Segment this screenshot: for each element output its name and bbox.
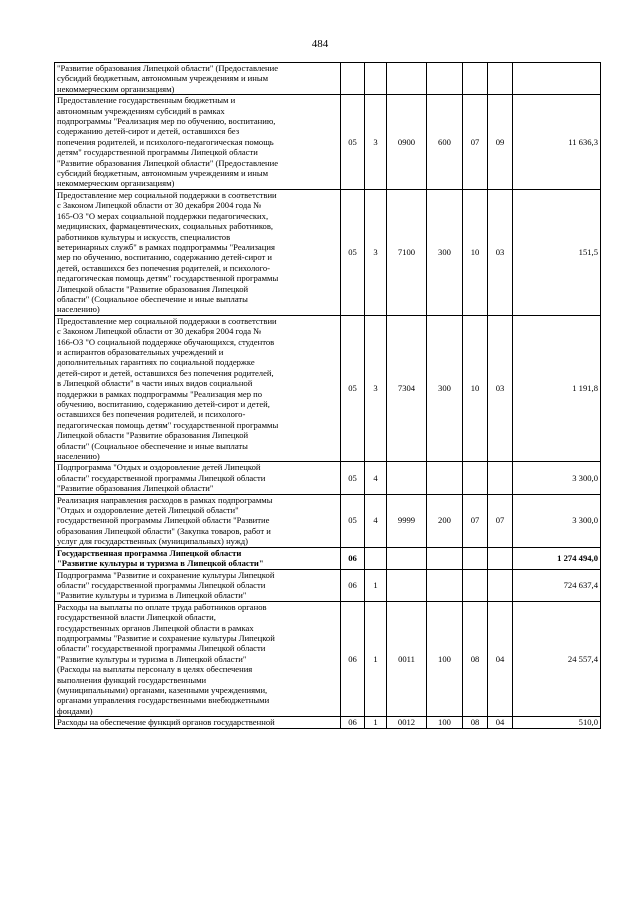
row-description: Предоставление государственным бюджетным и автономным учреждениям субсидий в рамках подпрограммы "Реализация мер по обучению, воспитанию, содержанию детей-сирот и детей, оставшихся без попечения родителей, и психолого-педагогическая помощь детям" государственной программы Липецкой области "Развитие образования Липецкой области" (Предоставление субсидий бюджетным, автономным учреждениям и иным некоммерческим организациям)	[55, 95, 341, 190]
table-row	[55, 315, 601, 462]
amount-cell: 724 637,4	[513, 569, 601, 601]
section-cell	[463, 569, 488, 601]
direction-code-cell: 0900	[387, 95, 427, 190]
table-row	[55, 494, 601, 547]
subprogram-code-cell: 1	[365, 569, 387, 601]
row-description: Расходы на обеспечение функций органов государственной	[55, 717, 341, 728]
amount-cell: 510,0	[513, 717, 601, 728]
subsection-cell	[488, 462, 513, 494]
program-code-cell: 06	[341, 547, 365, 569]
section-cell: 10	[463, 315, 488, 462]
table-row	[55, 189, 601, 315]
table-row	[55, 462, 601, 494]
expense-type-cell	[427, 63, 463, 95]
subprogram-code-cell: 4	[365, 494, 387, 547]
amount-cell: 3 300,0	[513, 494, 601, 547]
table-row	[55, 601, 601, 716]
direction-code-cell	[387, 547, 427, 569]
program-code-cell: 05	[341, 494, 365, 547]
expense-type-cell: 300	[427, 315, 463, 462]
row-description: Государственная программа Липецкой области "Развитие культуры и туризма в Липецкой области"	[55, 547, 341, 569]
subprogram-code-cell: 4	[365, 462, 387, 494]
table-row	[55, 569, 601, 601]
table-row	[55, 95, 601, 190]
section-cell	[463, 462, 488, 494]
section-cell	[463, 547, 488, 569]
expense-type-cell: 100	[427, 717, 463, 728]
row-description: Предоставление мер социальной поддержки в соответствии с Законом Липецкой области от 30 декабря 2004 года № 165-ОЗ "О мерах социальной поддержки педагогических, медицинских, фармацевтических, социальных работников, работников культуры и искусств, специалистов ветеринарных служб" в рамках подпрограммы "Реализация мер по обучению, воспитанию, содержанию детей-сирот и детей, оставшихся без попечения родителей, и психолого- педагогическая помощь детям" государственной программы Липецкой области "Развитие образования Липецкой области" (Социальное обеспечение и иные выплаты населению)	[55, 189, 341, 315]
direction-code-cell: 7304	[387, 315, 427, 462]
subprogram-code-cell	[365, 547, 387, 569]
subsection-cell	[488, 569, 513, 601]
row-description: Расходы на выплаты по оплате труда работников органов государственной власти Липецкой области, государственных органов Липецкой области в рамках подпрограммы "Развитие и сохранение культуры Липецкой области" государственной программы Липецкой области "Развитие культуры и туризма в Липецкой области" (Расходы на выплаты персоналу в целях обеспечения выполнения функций государственными (муниципальными) органами, казенными учреждениями, органами управления государственными внебюджетными фондами)	[55, 601, 341, 716]
subprogram-code-cell	[365, 63, 387, 95]
program-code-cell: 05	[341, 189, 365, 315]
amount-cell: 24 557,4	[513, 601, 601, 716]
subsection-cell: 03	[488, 189, 513, 315]
table-row	[55, 63, 601, 95]
subprogram-code-cell: 3	[365, 315, 387, 462]
subsection-cell: 04	[488, 717, 513, 728]
direction-code-cell	[387, 63, 427, 95]
program-code-cell	[341, 63, 365, 95]
amount-cell	[513, 63, 601, 95]
direction-code-cell: 0011	[387, 601, 427, 716]
direction-code-cell: 0012	[387, 717, 427, 728]
row-description: Предоставление мер социальной поддержки в соответствии с Законом Липецкой области от 30 декабря 2004 года № 166-ОЗ "О социальной поддержке обучающихся, студентов и аспирантов образовательных учреждений и дополнительных гарантиях по социальной поддержке детей-сирот и детей, оставшихся без попечения родителей, в Липецкой области" в части иных видов социальной поддержки в рамках подпрограммы "Реализация мер по обучению, воспитанию, содержанию детей-сирот и детей, оставшихся без попечения родителей, и психолого- педагогическая помощь детям" государственной программы Липецкой области "Развитие образования Липецкой области" (Социальное обеспечение и иные выплаты населению)	[55, 315, 341, 462]
amount-cell: 1 274 494,0	[513, 547, 601, 569]
direction-code-cell: 9999	[387, 494, 427, 547]
expense-type-cell: 100	[427, 601, 463, 716]
direction-code-cell	[387, 462, 427, 494]
subprogram-code-cell: 3	[365, 95, 387, 190]
program-code-cell: 06	[341, 717, 365, 728]
row-description: Подпрограмма "Развитие и сохранение культуры Липецкой области" государственной программы Липецкой области "Развитие культуры и туризма в Липецкой области"	[55, 569, 341, 601]
row-description: "Развитие образования Липецкой области" (Предоставление субсидий бюджетным, автономным учреждениям и иным некоммерческим организациям)	[55, 63, 341, 95]
section-cell: 08	[463, 717, 488, 728]
subsection-cell: 07	[488, 494, 513, 547]
subprogram-code-cell: 1	[365, 601, 387, 716]
subsection-cell	[488, 547, 513, 569]
program-code-cell: 06	[341, 569, 365, 601]
page-number: 484	[311, 38, 329, 50]
program-code-cell: 05	[341, 95, 365, 190]
subprogram-code-cell: 3	[365, 189, 387, 315]
row-description: Реализация направления расходов в рамках подпрограммы "Отдых и оздоровление детей Липецкой области" государственной программы Липецкой области "Развитие образования Липецкой области" (Закупка товаров, работ и услуг для государственных (муниципальных) нужд)	[55, 494, 341, 547]
expense-type-cell	[427, 569, 463, 601]
amount-cell: 1 191,8	[513, 315, 601, 462]
section-cell: 07	[463, 494, 488, 547]
section-cell: 07	[463, 95, 488, 190]
expense-type-cell: 600	[427, 95, 463, 190]
row-description: Подпрограмма "Отдых и оздоровление детей Липецкой области" государственной программы Липецкой области "Развитие образования Липецкой области"	[55, 462, 341, 494]
program-code-cell: 05	[341, 462, 365, 494]
subsection-cell	[488, 63, 513, 95]
program-code-cell: 05	[341, 315, 365, 462]
section-cell	[463, 63, 488, 95]
table-row	[55, 717, 601, 728]
expense-type-cell	[427, 462, 463, 494]
subsection-cell: 04	[488, 601, 513, 716]
subsection-cell: 09	[488, 95, 513, 190]
subsection-cell: 03	[488, 315, 513, 462]
table-row	[55, 547, 601, 569]
direction-code-cell: 7100	[387, 189, 427, 315]
expense-type-cell	[427, 547, 463, 569]
program-code-cell: 06	[341, 601, 365, 716]
subprogram-code-cell: 1	[365, 717, 387, 728]
expense-type-cell: 200	[427, 494, 463, 547]
direction-code-cell	[387, 569, 427, 601]
budget-table	[54, 62, 601, 729]
expense-type-cell: 300	[427, 189, 463, 315]
amount-cell: 3 300,0	[513, 462, 601, 494]
section-cell: 10	[463, 189, 488, 315]
amount-cell: 151,5	[513, 189, 601, 315]
section-cell: 08	[463, 601, 488, 716]
amount-cell: 11 636,3	[513, 95, 601, 190]
